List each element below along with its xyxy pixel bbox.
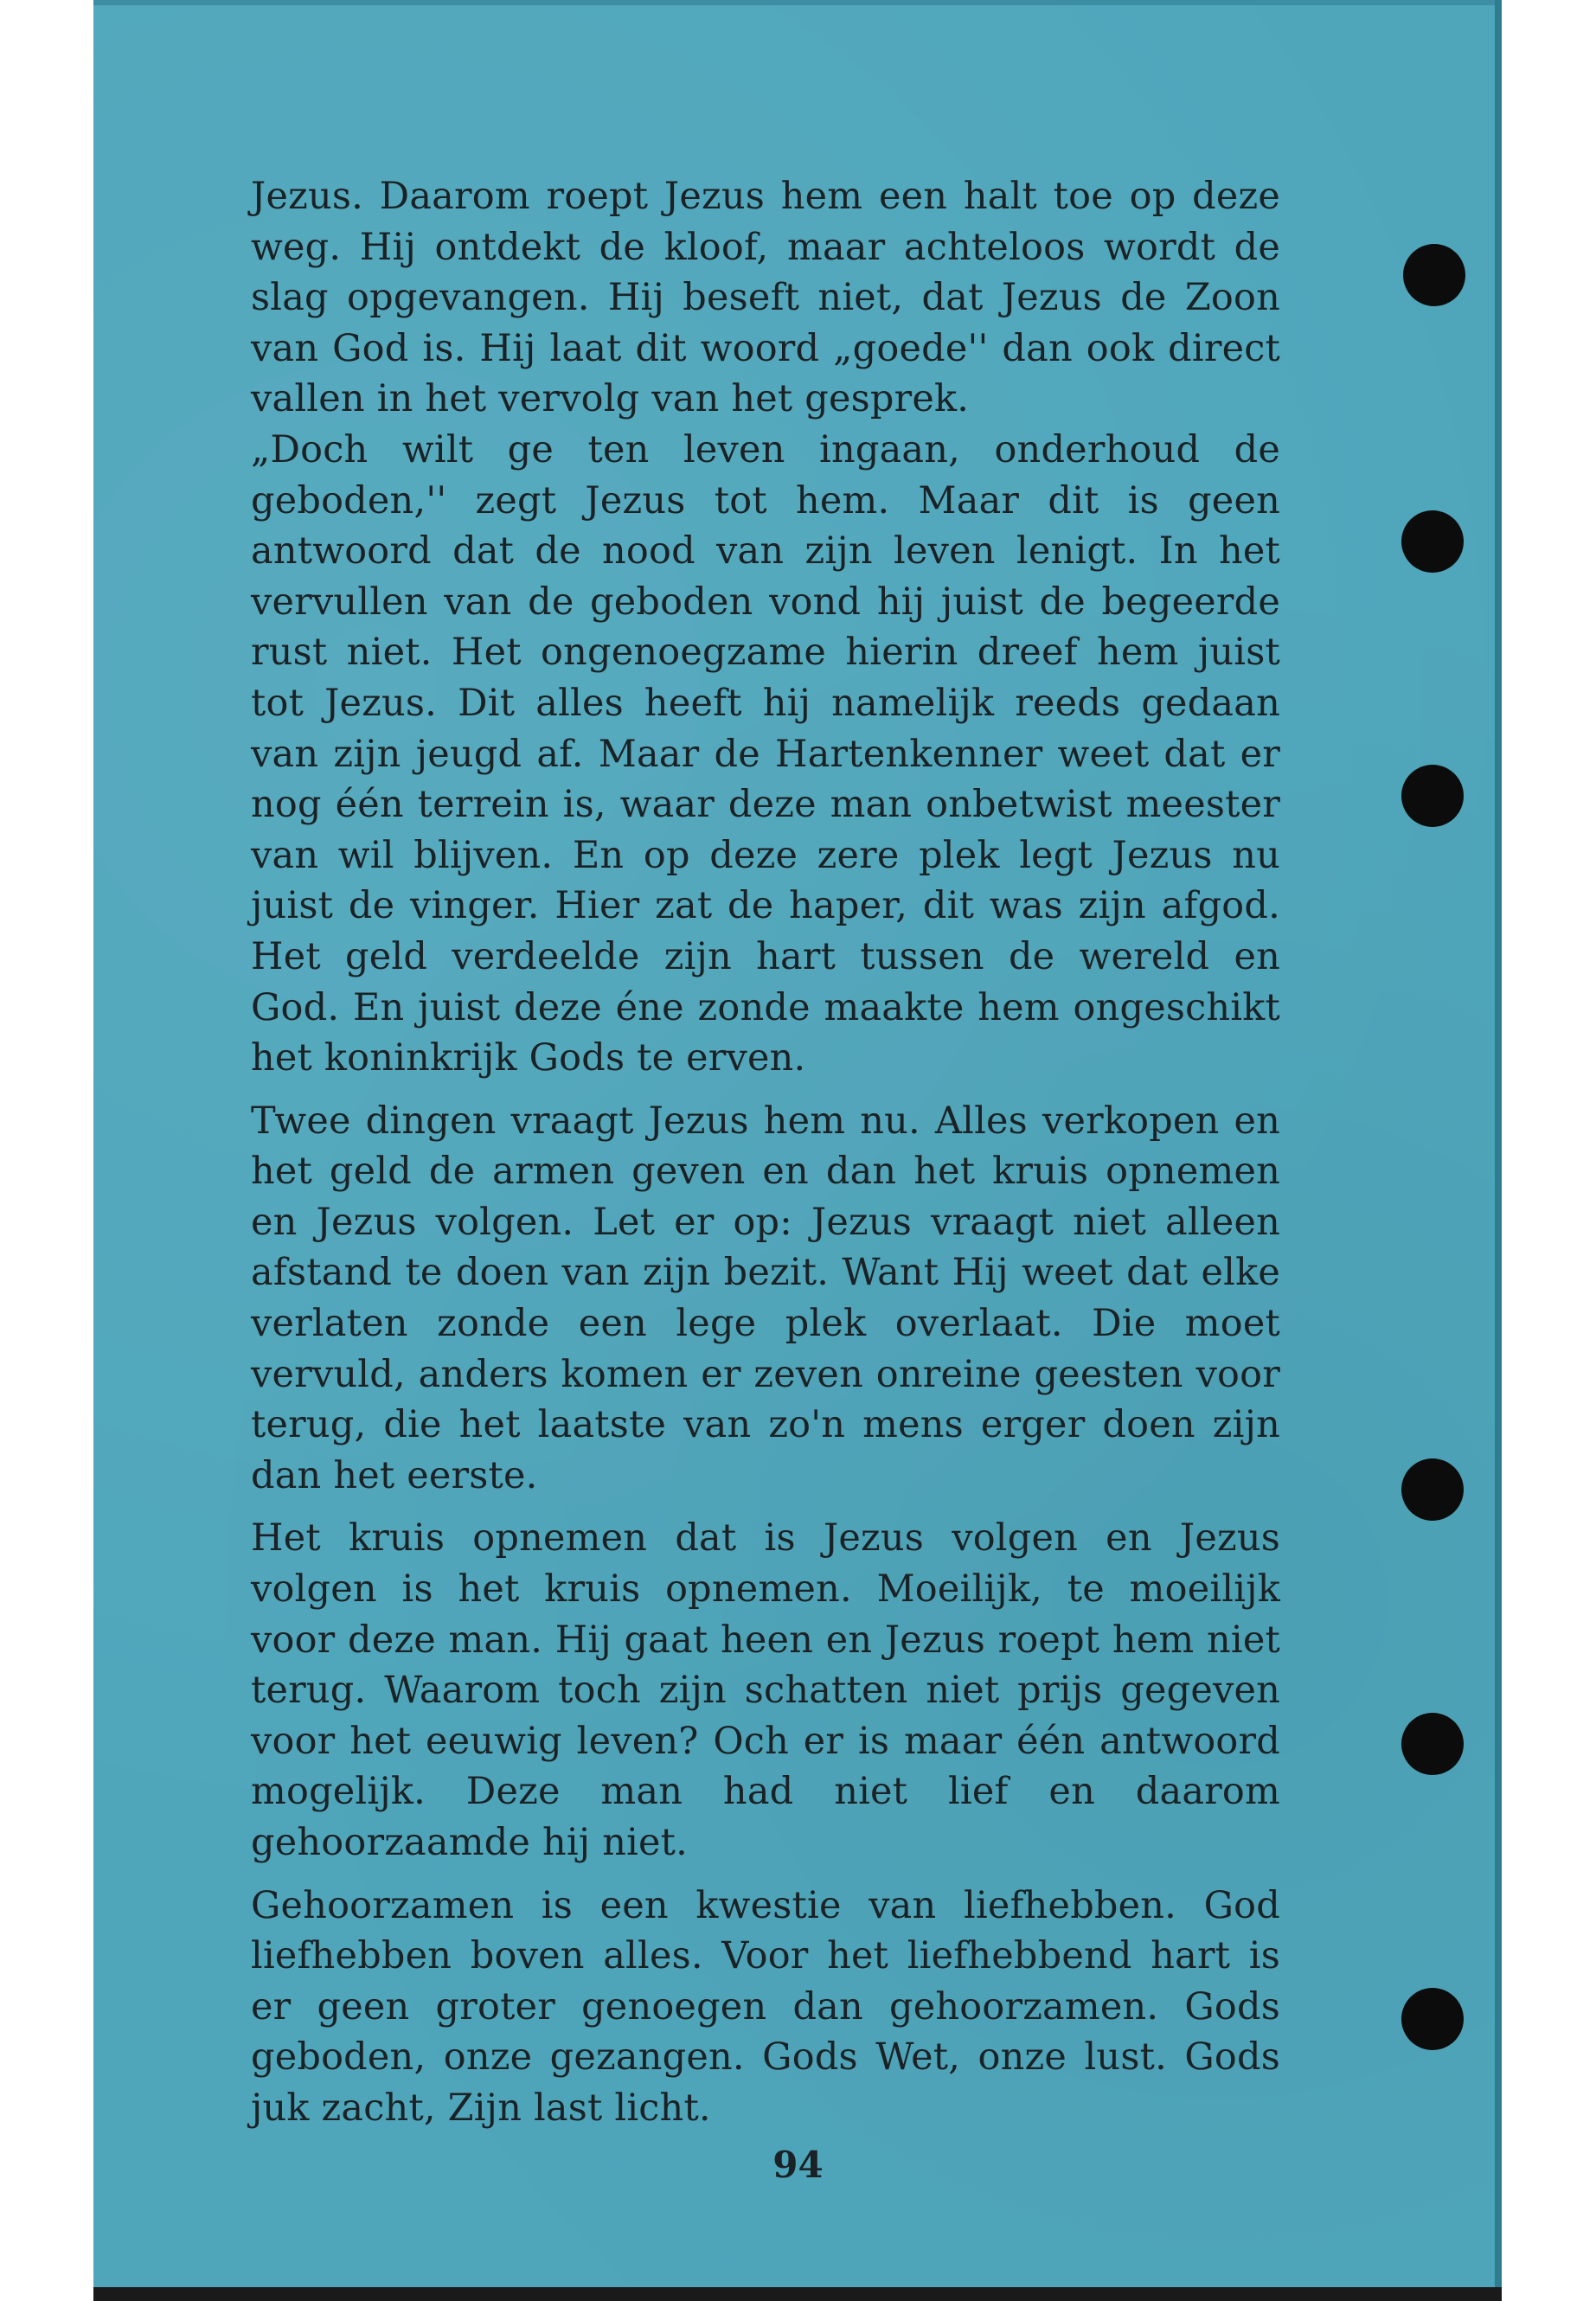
- page-bottom-shadow: [93, 2287, 1502, 2301]
- page-text: [251, 171, 1280, 2134]
- binder-hole-4: [1401, 1458, 1464, 1521]
- binder-hole-1: [1403, 244, 1465, 306]
- paragraph-2: „Doch wilt ge ten leven ingaan, onderhoud de geboden,'' zegt Jezus tot hem. Maar dit is geen antwoord dat de nood van zijn leven lenigt. In het vervullen van de geboden vond hij juist de begeerde rust niet. Het ongenoegzame hierin dreef hem juist tot Jezus. Dit alles heeft hij namelijk reeds gedaan van zijn jeugd af. Maar de Hartenkenner weet dat er nog één terrein is, waar deze man onbetwist meester van wil blijven. En op deze zere plek legt Jezus nu juist de vinger. Hier zat de haper, dit was zijn afgod. Het geld verdeelde zijn hart tussen de wereld en God. En juist deze éne zonde maakte hem ongeschikt het koninkrijk Gods te erven.: [251, 427, 1280, 1080]
- binder-hole-5: [1401, 1713, 1464, 1775]
- paragraph-4: Het kruis opnemen dat is Jezus volgen en Jezus volgen is het kruis opnemen. Moeilijk, te moeilijk voor deze man. Hij gaat heen en Jezus roept hem niet terug. Waarom toch zijn schatten niet prijs gegeven voor het eeuwig leven? Och er is maar één antwoord mogelijk. Deze man had niet lief en daarom gehoorzaamde hij niet.: [251, 1516, 1280, 1864]
- page-right-edge: [1495, 0, 1502, 2287]
- paragraph-5: Gehoorzamen is een kwestie van liefhebben. God liefhebben boven alles. Voor het liefhebbend hart is er geen groter genoegen dan gehoorzamen. Gods geboden, onze gezangen. Gods Wet, onze lust. Gods juk zacht, Zijn last licht.: [251, 1883, 1280, 2130]
- paragraph-3: Twee dingen vraagt Jezus hem nu. Alles verkopen en het geld de armen geven en dan het kruis opnemen en Jezus volgen. Let er op: Jezus vraagt niet alleen afstand te doen van zijn bezit. Want Hij weet dat elke verlaten zonde een lege plek overlaat. Die moet vervuld, anders komen er zeven onreine geesten voor terug, die het laatste van zo'n mens erger doen zijn dan het eerste.: [251, 1099, 1280, 1497]
- paragraph-1: Jezus. Daarom roept Jezus hem een halt toe op deze weg. Hij ontdekt de kloof, maar achteloos wordt de slag opgevangen. Hij beseft niet, dat Jezus de Zoon van God is. Hij laat dit woord „goede'' dan ook direct vallen in het vervolg van het gesprek.: [251, 175, 1280, 421]
- binder-hole-3: [1401, 765, 1464, 827]
- page-number: 94: [772, 2144, 824, 2186]
- page-top-edge: [93, 0, 1502, 5]
- binder-hole-6: [1401, 1988, 1464, 2050]
- binder-hole-2: [1401, 510, 1464, 573]
